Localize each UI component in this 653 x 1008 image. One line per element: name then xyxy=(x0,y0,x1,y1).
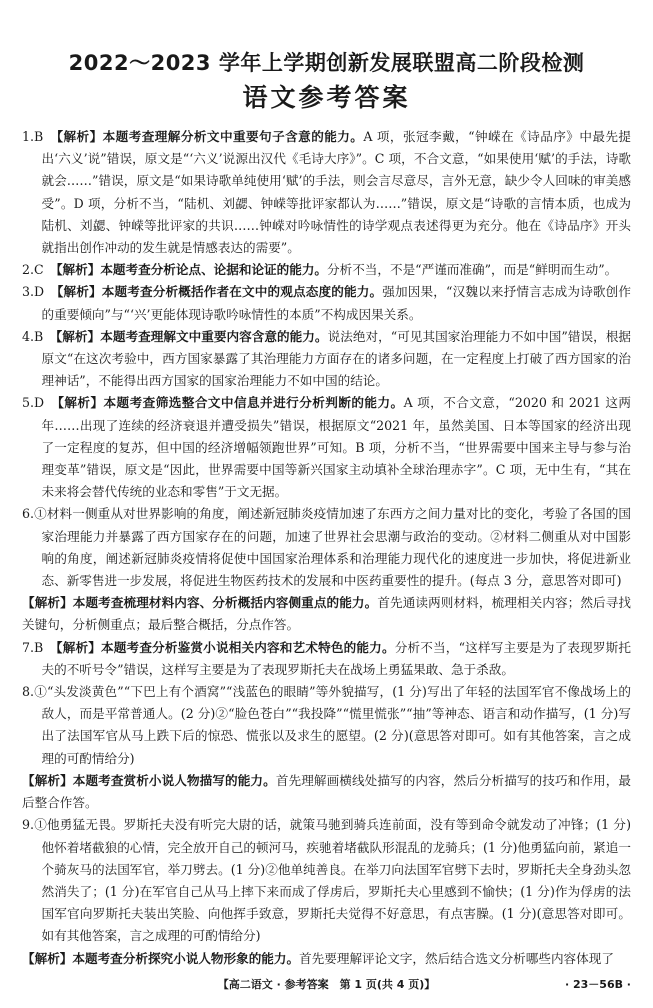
answer-number: 8. xyxy=(22,684,35,700)
answer-item-4 xyxy=(22,326,631,393)
answer-number: 9. xyxy=(22,817,35,833)
answer-number: 7.B xyxy=(22,639,44,655)
analysis-lead: 本题考查筛选整合文中信息并进行分析判断的能力。 xyxy=(103,395,404,411)
analysis-text: 说法绝对，“可见其国家治理能力不如中国”错误，根据原文“在这次考验中，西方国家暴露了其治理能力方面存在的诸多问题，在一定程度上打破了西方国家的治理神话”，不能得出西方国家的国家治理能力不如中国的结论。 xyxy=(41,328,632,389)
analysis-lead: 本题考查分析探究小说人物形象的能力。 xyxy=(72,950,300,966)
analysis-tag: 【解析】 xyxy=(22,595,73,611)
analysis-tag: 【解析】 xyxy=(22,950,73,966)
answer-content xyxy=(22,126,631,970)
answer-number: 2.C xyxy=(22,262,44,278)
analysis-lead: 本题考查分析概括作者在文中的观点态度的能力。 xyxy=(101,284,383,300)
analysis-tag: 【解析】 xyxy=(56,129,103,144)
analysis-tag: 【解析】 xyxy=(56,262,101,278)
answer-item-8 xyxy=(22,681,631,770)
answer-item-1 xyxy=(22,126,631,259)
analysis-tag: 【解析】 xyxy=(55,328,101,344)
answer-item-7 xyxy=(22,637,631,681)
answer-item-9-analysis xyxy=(22,948,631,970)
analysis-lead: 本题考查理解文中重要内容含意的能力。 xyxy=(100,328,328,344)
analysis-text: 分析不当，不是“严谨而准确”，而是“鲜明而生动”。 xyxy=(327,262,618,278)
answer-number: 1.B xyxy=(22,129,44,144)
answer-text: ①“头发淡黄色”“下巴上有个酒窝”“浅蓝色的眼睛”等外貌描写，(1 分)写出了年轻的法国军官不像战场上的敌人，而是平常普通人。(2 分)②“脸色苍白”“我投降”“慌里慌张”“抽”等神态、语言和动作描写，(1 分)写出了法国军官从马上跌下后的惊恐、慌张以及求生的愿望。(2 分)(意思答对即可。如有其他答案，言之成理的可酌情给分) xyxy=(34,684,631,766)
answer-text: ①材料一侧重从对世界影响的角度，阐述新冠肺炎疫情加速了东西方之间力量对比的变化，考验了各国的国家治理能力并暴露了西方国家存在的问题，加速了世界社会思潮与政治的变动。②材料二侧重从对中国影响的角度，阐述新冠肺炎疫情将促使中国国家治理体系和治理能力现代化的速度进一步加快，将促进新业态、新零售进一步发展，将促进生物医药技术的发展和中医药重要性的提升。(每点 3 分，意思答对即可) xyxy=(34,506,631,589)
analysis-tag: 【解析】 xyxy=(57,395,104,411)
footer-page-info: 【高二语文 · 参考答案 第 1 页(共 4 页)】 xyxy=(217,978,436,991)
answer-number: 3.D xyxy=(22,284,45,300)
analysis-tag: 【解析】 xyxy=(57,284,102,300)
analysis-lead: 本题考查赏析小说人物描写的能力。 xyxy=(72,772,276,788)
analysis-lead: 本题考查分析鉴赏小说相关内容和艺术特色的能力。 xyxy=(101,639,395,655)
page-title: 2022～2023 学年上学期创新发展联盟高二阶段检测 xyxy=(68,51,585,75)
answer-text: ①他勇猛无畏。罗斯托夫没有听完大尉的话，就策马驰到骑兵连前面，没有等到命令就发动了冲锋；(1 分)他怀着堵截狼的心情，完全放开自己的顿河马，疾驰着堵截队形混乱的龙骑兵；(1 分)他勇猛向前，紧追一个骑灰马的法国军官，举刀劈去。(1 分)②他单纯善良。在举刀向法国军官劈下去时，罗斯托夫全身劲头忽然消失了；(1 分)在军官自己从马上摔下来而成了俘虏后，罗斯托夫心里感到不愉快；(1 分)作为俘虏的法国军官向罗斯托夫装出笑脸、向他挥手致意，罗斯托夫觉得不好意思，有点害臊。(1 分)(意思答对即可。如有其他答案，言之成理的可酌情给分) xyxy=(34,817,631,944)
footer-code: · 23－56B · xyxy=(564,978,631,991)
answer-item-2 xyxy=(22,259,631,281)
analysis-lead: 本题考查梳理材料内容、分析概括内容侧重点的能力。 xyxy=(72,595,378,611)
analysis-tag: 【解析】 xyxy=(56,639,102,655)
page-footer xyxy=(0,976,653,994)
analysis-text: A 项，张冠李戴，“钟嵘在《诗品序》中最先提出‘六义’说”错误，原文是“‘六义’说源出汉代《毛诗大序》”。C 项，不合文意，“如果使用‘赋’的手法，诗歌就会……”错误，原文是“如果诗歌单纯使用‘赋’的手法，则会言尽意尽，言外无意，缺少令人回味的审美感受”。D 项，分析不当，“陆机、刘勰、钟嵘等批评家都认为……”错误，原文是“诗歌的言情本质，也成为陆机、刘勰、钟嵘等批评家的共识……钟嵘对吟咏情性的诗学观点表述得更为充分。他在《诗品序》开头就指出创作冲动的发生就是情感表达的需要”。 xyxy=(41,129,632,256)
answer-item-3 xyxy=(22,281,631,325)
answer-item-9 xyxy=(22,814,631,947)
answer-item-6-analysis xyxy=(22,592,631,636)
answer-item-8-analysis xyxy=(22,770,631,814)
answer-item-5 xyxy=(22,392,631,503)
analysis-text: 首先要理解评论文字，然后结合选文分析哪些内容体现了 xyxy=(299,950,614,966)
analysis-tag: 【解析】 xyxy=(22,772,73,788)
analysis-text: 首先通读两则材料，梳理相关内容；然后寻找关键句，分析侧重点；最后整合概括，分点作答。 xyxy=(22,595,632,633)
analysis-text: 分析不当，“这样写主要是为了表现罗斯托夫的不听号令”错误，这样写主要是为了表现罗斯托夫在战场上勇猛果敢、急于杀敌。 xyxy=(41,639,632,677)
answer-number: 4.B xyxy=(22,328,44,344)
analysis-lead: 本题考查分析论点、论据和论证的能力。 xyxy=(100,262,328,278)
analysis-text: A 项，不合文意，“2020 和 2021 这两年……出现了连续的经济衰退并遭受损失”错误，根据原文“2021 年，虽然美国、日本等国家的经济出现了一定程度的复苏，但中国的经济增幅领跑世界”可知。B 项，分析不当，“世界需要中国来主导与参与治理变革”错误，原文是“因此，世界需要中国等新兴国家主动填补全球治理赤字”。C 项，无中生有，“其在未来将会替代传统的业态和零售”于文无据。 xyxy=(41,395,632,500)
analysis-text: 首先理解画横线处描写的内容，然后分析描写的技巧和作用，最后整合作答。 xyxy=(22,772,632,811)
analysis-lead: 本题考查理解分析文中重要句子含意的能力。 xyxy=(102,129,364,144)
page-subtitle: 语文参考答案 xyxy=(242,83,411,112)
analysis-text: 强加因果，“汉魏以来抒情言志成为诗歌创作的重要倾向”与“‘兴’更能体现诗歌吟咏情性的本质”不构成因果关系。 xyxy=(41,284,632,322)
answer-item-6 xyxy=(22,503,631,592)
answer-number: 5.D xyxy=(22,395,45,411)
answer-number: 6. xyxy=(22,506,35,522)
